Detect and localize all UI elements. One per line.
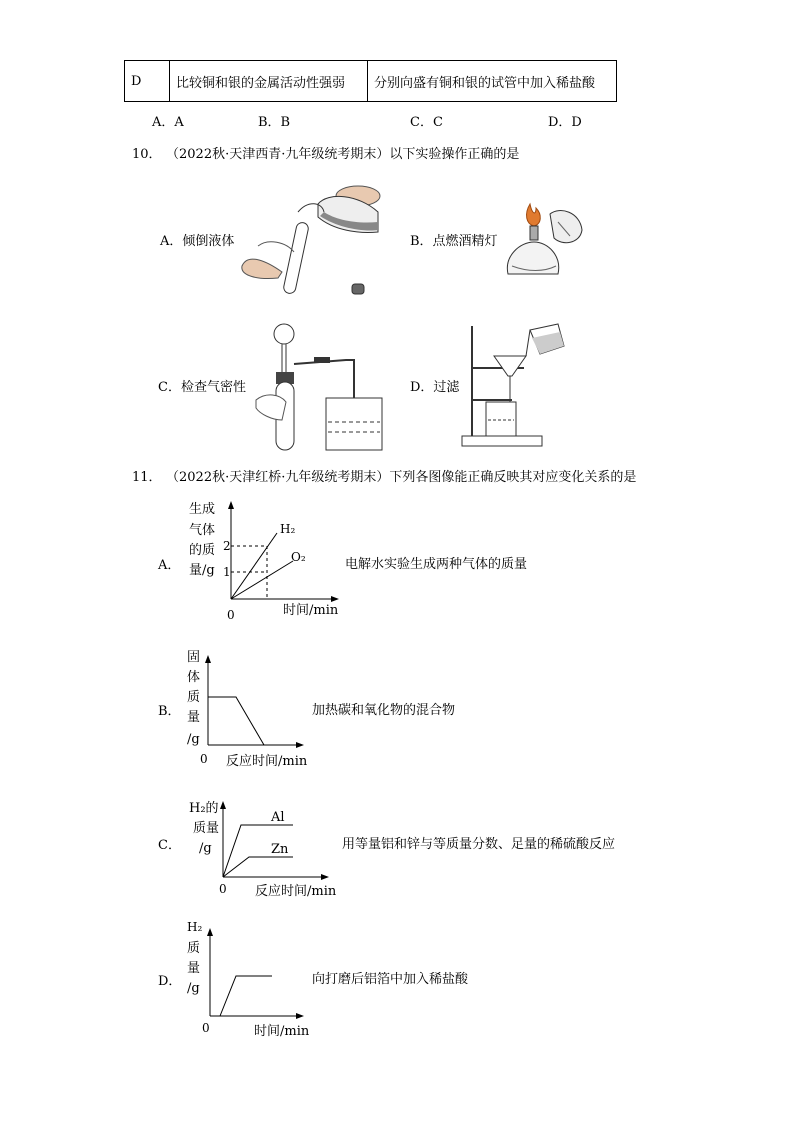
table-cell-letter: D xyxy=(125,61,170,102)
q10-stem: （2022秋·天津西青·九年级统考期末）以下实验操作正确的是 xyxy=(166,147,520,162)
graph-a-o2-label: O₂ xyxy=(291,550,306,564)
q11-option-b-letter: B． xyxy=(158,704,181,719)
pouring-liquid-illustration xyxy=(238,172,388,302)
graph-c-zn-line xyxy=(223,857,293,877)
graph-a-tick-1: 1 xyxy=(223,565,231,579)
table-cell-experiment: 比较铜和银的金属活动性强弱 xyxy=(170,61,368,102)
filtration-illustration xyxy=(460,322,580,447)
q10-option-a: A．倾倒液体 xyxy=(160,234,235,249)
q11-number: 11． xyxy=(132,470,162,485)
q11-option-c-letter: C． xyxy=(158,838,181,853)
airtightness-check-illustration xyxy=(262,322,382,452)
q10-option-d: D．过滤 xyxy=(410,380,460,395)
graph-d-ylabel-2: 质 xyxy=(187,941,201,956)
graph-a-ylabel-4: 量/g xyxy=(189,563,215,578)
q9-option-a: A．A xyxy=(152,115,184,130)
graph-b-ylabel-1: 固 xyxy=(187,650,201,665)
graph-d xyxy=(180,916,320,1041)
graph-a-origin: 0 xyxy=(227,608,235,622)
q11-stem: （2022秋·天津红桥·九年级统考期末）下列各图像能正确反映其对应变化关系的是 xyxy=(166,470,637,485)
graph-a-o2-line xyxy=(231,561,293,599)
q11-option-d-letter: D． xyxy=(158,974,182,989)
graph-b-line xyxy=(208,697,264,745)
graph-b-ylabel-5: /g xyxy=(187,732,200,747)
graph-a xyxy=(185,497,345,622)
graph-a-tick-2: 2 xyxy=(223,539,231,553)
graph-a-xlabel: 时间/min xyxy=(283,603,339,618)
q11-option-a-desc: 电解水实验生成两种气体的质量 xyxy=(345,557,528,572)
graph-c xyxy=(185,795,345,900)
alcohol-lamp-illustration xyxy=(500,196,590,291)
graph-c-ylabel-2: 质量 xyxy=(193,821,220,836)
graph-b xyxy=(180,645,320,770)
graph-a-ylabel-2: 气体 xyxy=(189,523,216,538)
graph-c-ylabel-3: /g xyxy=(199,841,212,856)
graph-c-origin: 0 xyxy=(219,882,227,896)
graph-d-ylabel-4: /g xyxy=(187,981,200,996)
graph-b-ylabel-3: 质 xyxy=(187,690,201,705)
graph-d-ylabel-1: H₂ xyxy=(187,920,203,934)
q11-option-a-letter: A． xyxy=(158,558,181,573)
q9-option-b: B．B xyxy=(258,115,291,130)
graph-c-zn-label: Zn xyxy=(271,842,289,857)
q9-option-d: D．D xyxy=(548,115,582,130)
graph-a-ylabel-3: 的质 xyxy=(189,543,216,558)
graph-a-ylabel-1: 生成 xyxy=(189,502,216,517)
graph-b-origin: 0 xyxy=(200,752,208,766)
graph-d-ylabel-3: 量 xyxy=(187,961,201,976)
graph-d-line xyxy=(220,976,272,1016)
table-cell-method: 分别向盛有铜和银的试管中加入稀盐酸 xyxy=(368,61,617,102)
q10-option-b: B．点燃酒精灯 xyxy=(410,234,498,249)
graph-b-xlabel: 反应时间/min xyxy=(226,754,308,769)
graph-c-xlabel: 反应时间/min xyxy=(255,884,337,899)
graph-b-ylabel-4: 量 xyxy=(187,710,201,725)
graph-c-al-label: Al xyxy=(271,810,285,825)
q10-number: 10． xyxy=(132,147,162,162)
graph-a-h2-label: H₂ xyxy=(280,522,296,536)
graph-d-origin: 0 xyxy=(202,1021,210,1035)
graph-c-ylabel-1: H₂的 xyxy=(189,801,219,816)
q10-option-c: C．检查气密性 xyxy=(158,380,246,395)
graph-d-xlabel: 时间/min xyxy=(254,1024,310,1039)
q11-option-d-desc: 向打磨后铝箔中加入稀盐酸 xyxy=(312,972,469,987)
q11-option-c-desc: 用等量铝和锌与等质量分数、足量的稀硫酸反应 xyxy=(342,837,616,852)
table-row xyxy=(125,61,617,102)
answer-table xyxy=(124,60,617,102)
q11-option-b-desc: 加热碳和氧化物的混合物 xyxy=(312,703,456,718)
graph-a-h2-line xyxy=(231,533,277,599)
graph-b-ylabel-2: 体 xyxy=(187,670,201,685)
q9-option-c: C．C xyxy=(410,115,443,130)
